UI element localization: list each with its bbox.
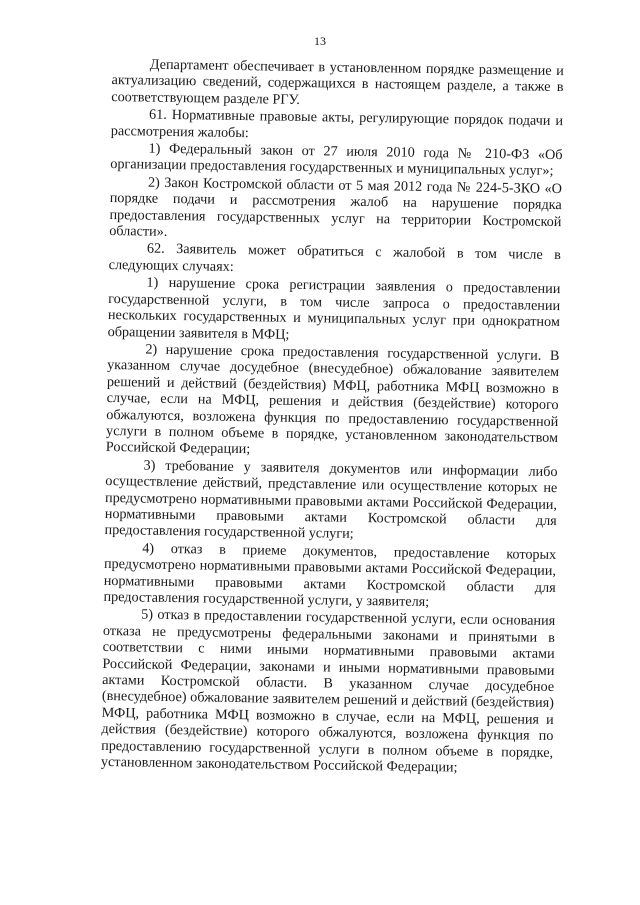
paragraph-61-item-1: 1) Федеральный закон от 27 июля 2010 года № 210-ФЗ «Об организации предоставления государственных и муниципальных услуг»; bbox=[110, 140, 563, 180]
paragraph-62-item-3: 3) требование у заявителя документов или информации либо осуществление действий, представление или осуществление которых не предусмотрено нормативными правовыми актами Российской Федерации, нормативными правовыми актами Костромской области для предоставления государственной услуги; bbox=[104, 457, 558, 543]
paragraph-62-item-2: 2) нарушение срока предоставления государственной услуги. В указанном случае досудебное (внесудебное) обжалование заявителем решений и действий (бездействия) МФЦ, работника МФЦ возможно в случае, если на МФЦ, решения и действия (бездействие) которого обжалуются, возложена функция по предоставлению государственной услуги в полном объеме в порядке, установленном законодательством Российской Федерации; bbox=[105, 341, 560, 458]
paragraph-62-item-5: 5) отказ в предоставлении государственной услуги, если основания отказа не предусмотрены федеральными законами и принятыми в соответствии с ними иными нормативными правовыми актами Российской Федерации, законами и иными нормативными правовыми актами Костромской области. В указанном случае досудебное (внесудебное) обжалование заявителем решений и действий (бездействия) МФЦ, работника МФЦ возможно в случае, если на МФЦ, решения и действия (бездействие) которого обжалуются, возложена функция по предоставлению государственной услуги в полном объеме в порядке, установленном законодательством Российской Федерации; bbox=[100, 606, 556, 776]
paragraph-62-item-1: 1) нарушение срока регистрации заявления о предоставлении государственной услуги, в том числе запроса о предоставлении нескольких государственных и муниципальных услуг при однократном обращении заявителя в МФЦ; bbox=[107, 274, 561, 343]
paragraph-61-item-2: 2) Закон Костромской области от 5 мая 2012 года № 224-5-ЗКО «О порядке подачи и рассмотрения жалоб на нарушение порядка предоставления государственных услуг на территории Костромской области». bbox=[109, 174, 563, 240]
paragraph-61-heading: 61. Нормативные правовые акты, регулирующие порядок подачи и рассмотрения жалобы: bbox=[110, 106, 564, 141]
paragraph-62-heading: 62. Заявитель может обратиться с жалобой в том числе в следующих случаях: bbox=[108, 241, 562, 275]
paragraph-62-item-4: 4) отказ в приеме документов, предоставление которых предусмотрено нормативными правовыми актами Российской Федерации, нормативными правовыми актами Костромской области для предоставления государственной услуги, у заявителя; bbox=[103, 540, 557, 611]
page-number: 13 bbox=[314, 34, 326, 48]
paragraph-publication-notice: Департамент обеспечивает в установленном порядке размещение и актуализацию сведений, содержащихся в настоящем разделе, а также в соответствующем разделе РГУ. bbox=[111, 56, 564, 108]
document-body bbox=[101, 56, 564, 777]
